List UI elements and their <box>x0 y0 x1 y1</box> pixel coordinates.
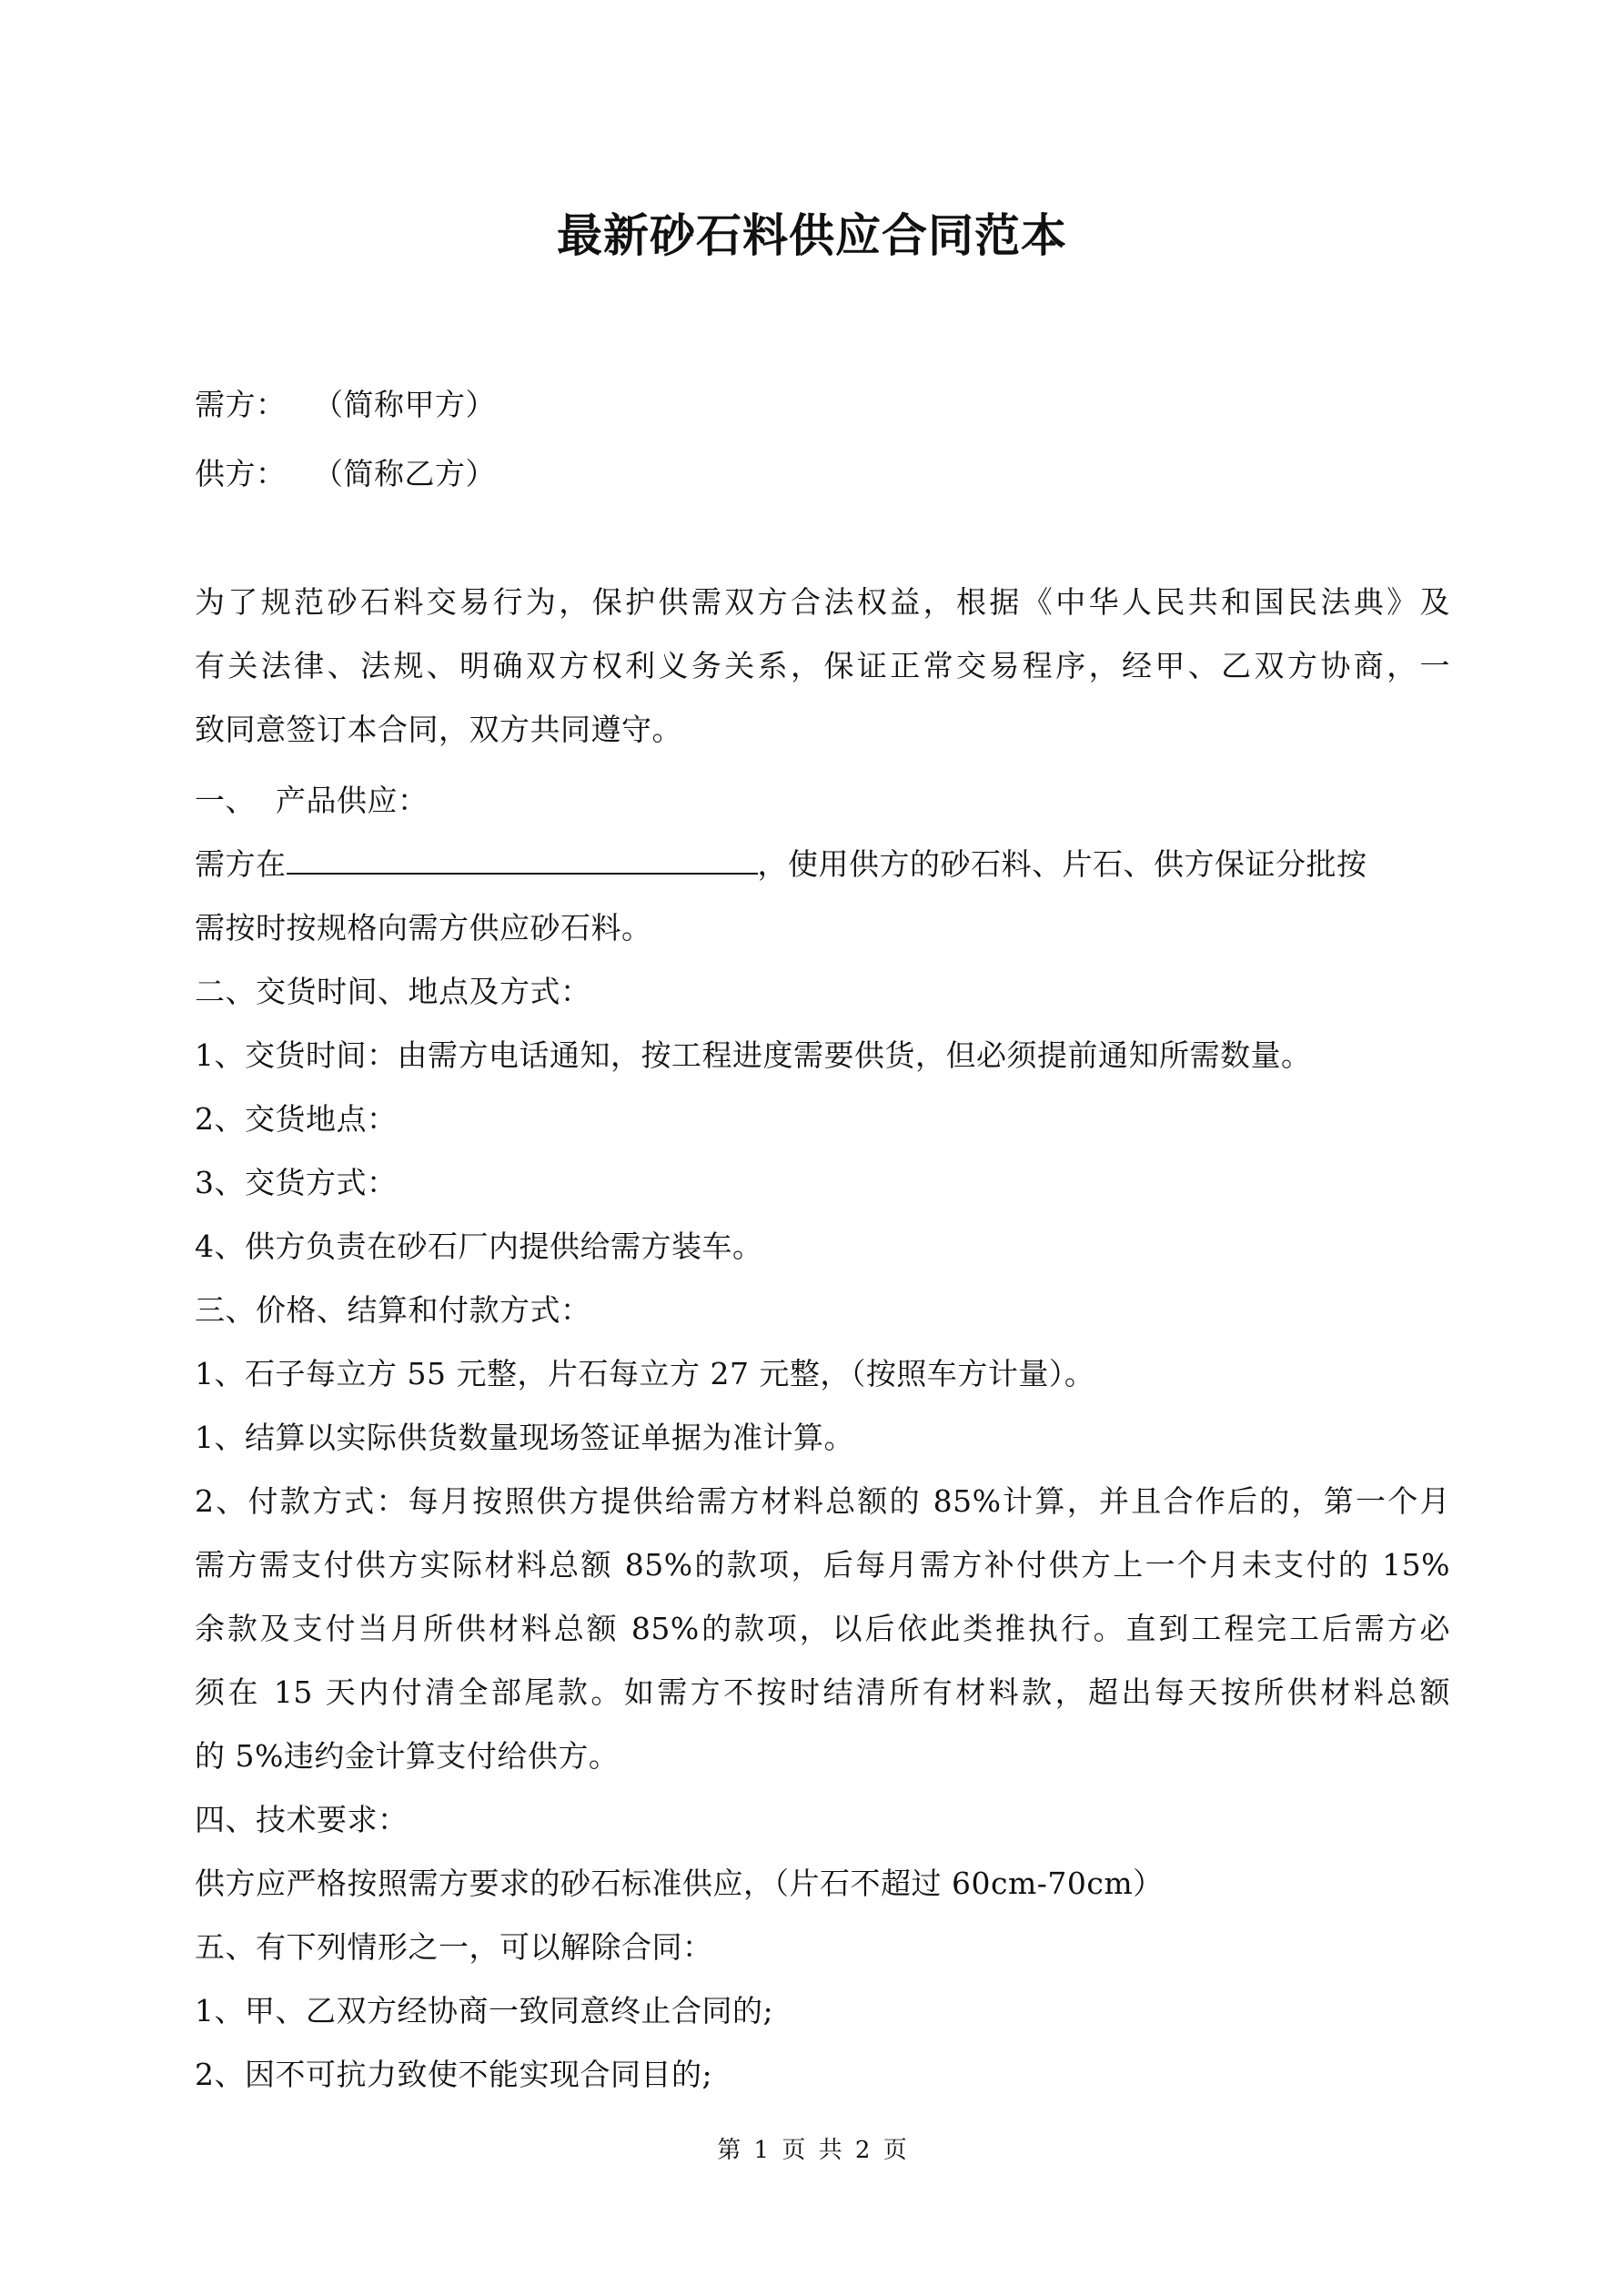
payment-line-1: 2、付款方式：每月按照供方提供给需方材料总额的 85%计算，并且合作后的，第一个月 <box>195 1483 1450 1519</box>
payment-line-5: 的 5%违约金计算支付给供方。 <box>195 1738 620 1774</box>
document-title: 最新砂石料供应合同范本 <box>557 208 1067 262</box>
preamble-line-1: 为了规范砂石料交易行为，保护供需双方合法权益，根据《中华人民共和国民法典》及 <box>195 584 1450 620</box>
seller-line <box>195 451 1450 497</box>
section-5-heading: 五、有下列情形之一，可以解除合同： <box>195 1929 713 1965</box>
payment-line-3: 余款及支付当月所供材料总额 85%的款项，以后依此类推执行。直到工程完工后需方必 <box>195 1611 1450 1646</box>
buyer-line <box>195 382 1450 428</box>
payment-line-2: 需方需支付供方实际材料总额 85%的款项，后每月需方补付供方上一个月未支付的 15% <box>195 1547 1450 1583</box>
buyer-note: （简称甲方） <box>313 387 496 422</box>
payment-line-4: 须在 15 天内付清全部尾款。如需方不按时结清所有材料款，超出每天按所供材料总额 <box>195 1674 1450 1710</box>
section-1-suffix: ，使用供方的砂石料、片石、供方保证分批按 <box>757 846 1367 882</box>
seller-note: （简称乙方） <box>313 456 496 491</box>
location-blank <box>287 842 758 875</box>
section-5-item-2: 2、因不可抗力致使不能实现合同目的; <box>195 2057 713 2092</box>
page-number: 第 1 页 共 2 页 <box>717 2137 907 2164</box>
section-2-item-1: 1、交货时间：由需方电话通知，按工程进度需要供货，但必须提前通知所需数量。 <box>195 1037 1312 1073</box>
section-2-item-4: 4、供方负责在砂石厂内提供给需方装车。 <box>195 1229 763 1264</box>
section-1-heading: 一、 产品供应： <box>195 783 429 818</box>
section-3-heading: 三、价格、结算和付款方式： <box>195 1292 591 1328</box>
section-3-item-2: 1、结算以实际供货数量现场签证单据为准计算。 <box>195 1420 854 1455</box>
section-4-heading: 四、技术要求： <box>195 1802 409 1837</box>
section-1-prefix: 需方在 <box>195 846 287 882</box>
section-3-item-1: 1、石子每立方 55 元整，片石每立方 27 元整，（按照车方计量）。 <box>195 1356 1095 1391</box>
section-2-item-3: 3、交货方式： <box>195 1165 398 1200</box>
preamble-line-2: 有关法律、法规、明确双方权利义务关系，保证正常交易程序，经甲、乙双方协商，一 <box>195 648 1450 683</box>
buyer-label: 需方： <box>195 387 287 422</box>
seller-label: 供方： <box>195 456 287 491</box>
section-4-text: 供方应严格按照需方要求的砂石标准供应，（片石不超过 60cm-70cm） <box>195 1866 1164 1901</box>
section-2-item-2: 2、交货地点： <box>195 1101 398 1137</box>
preamble-line-3: 致同意签订本合同，双方共同遵守。 <box>195 712 682 747</box>
section-1-line-2: 需按时按规格向需方供应砂石料。 <box>195 910 652 946</box>
section-2-heading: 二、交货时间、地点及方式： <box>195 974 591 1009</box>
section-1-line-1 <box>195 842 1450 887</box>
section-5-item-1: 1、甲、乙双方经协商一致同意终止合同的; <box>195 1993 774 2028</box>
